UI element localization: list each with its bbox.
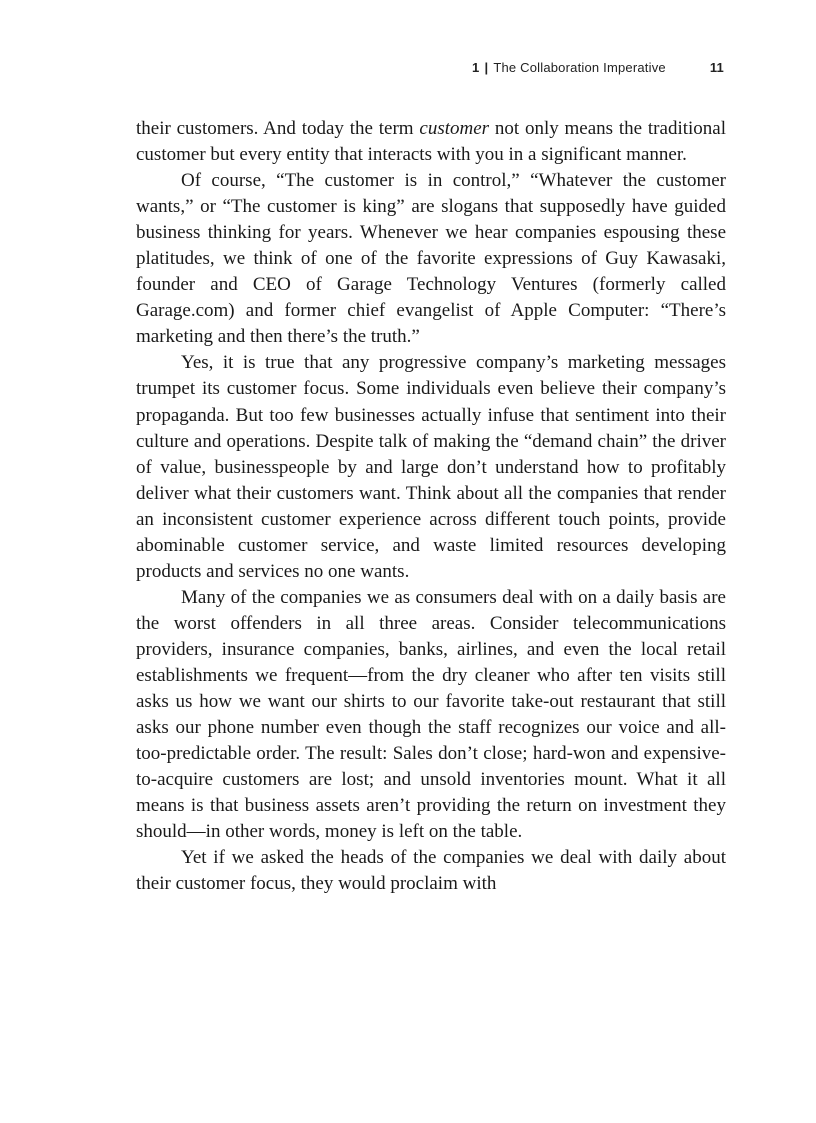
paragraph-2: Of course, “The customer is in control,” “Whatever the customer wants,” or “The customer is king” are slogans that supposedly have guided business thinking for years. Whenever we hear companies espousing these platitudes, we think of one of the favorite expressions of Guy Kawasaki, founder and CEO of Garage Technology Ventures (formerly called Garage.com) and former chief evangelist of Apple Computer: “There’s marketing and then there’s the truth.” — [136, 170, 726, 348]
emphasized-term: customer — [419, 118, 490, 139]
paragraph-1-end: not only means the traditional customer but every entity that interacts with you in a significant manner. — [136, 118, 726, 166]
paragraph-1 — [136, 116, 726, 168]
paragraph-1-start: their customers. And today the term — [136, 118, 420, 139]
paragraph-5: Yet if we asked the heads of the companies we deal with daily about their customer focus, they would proclaim with — [136, 847, 726, 895]
paragraph-4: Many of the companies we as consumers deal with on a daily basis are the worst offenders in all three areas. Consider telecommunications providers, insurance companies, banks, airlines, and even the local retail establishments we frequent—from the dry cleaner who after ten visits still asks us how we want our shirts to our favorite take-out restaurant that still asks our phone number even though the staff recognizes our voice and all-too-predictable order. The result: Sales don’t close; hard-won and expensive-to-acquire customers are lost; and unsold inventories mount. What it all means is that business assets aren’t providing the return on investment they should—in other words, money is left on the table. — [136, 586, 726, 843]
chapter-title: The Collaboration Imperative — [493, 60, 666, 75]
body-text — [136, 116, 726, 897]
header-separator: | — [484, 60, 489, 75]
page-number: 11 — [709, 60, 724, 75]
paragraph-3: Yes, it is true that any progressive company’s marketing messages trumpet its customer focus. Some individuals even believe their company’s propaganda. But too few businesses actually infuse that sentiment into their culture and operations. Despite talk of making the “demand chain” the driver of value, businesspeople by and large don’t understand how to profitably deliver what their customers want. Think about all the companies that render an inconsistent customer experience across different touch points, provide abominable customer service, and waste limited resources developing products and services no one wants. — [136, 352, 726, 582]
running-header — [472, 60, 724, 75]
chapter-number: 1 — [472, 60, 480, 75]
